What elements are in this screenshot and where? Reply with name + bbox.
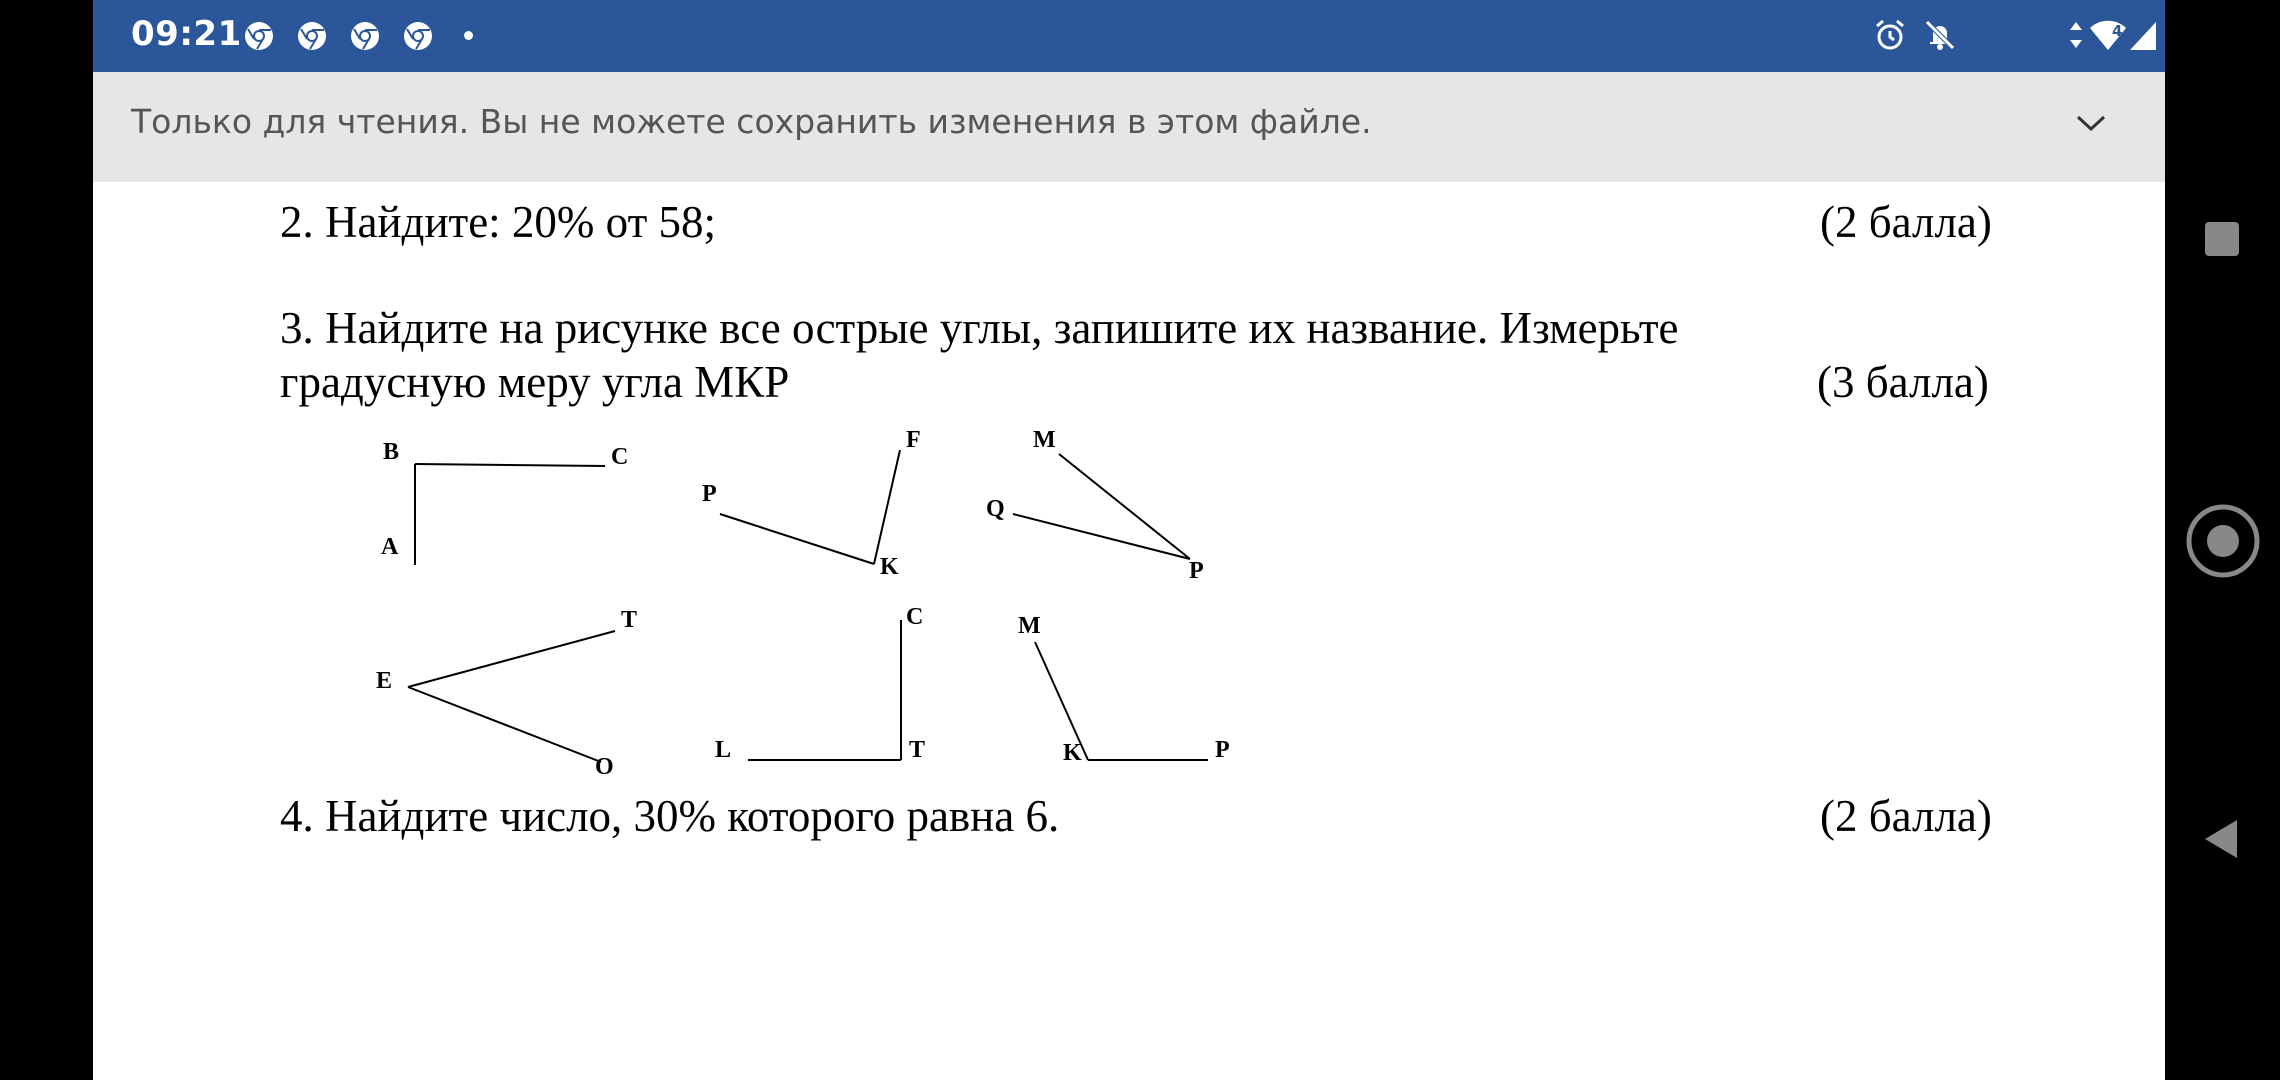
label-k2: K bbox=[1063, 740, 1082, 766]
signal-icon bbox=[2128, 18, 2158, 52]
label-p-vertex: P bbox=[1189, 558, 1204, 584]
recents-button[interactable] bbox=[2203, 220, 2241, 258]
label-c: C bbox=[611, 444, 629, 470]
label-t: T bbox=[621, 607, 638, 633]
status-time: 09:21 bbox=[131, 14, 242, 54]
task-2-points: (2 балла) bbox=[1820, 197, 1992, 247]
task-4-points: (2 балла) bbox=[1820, 791, 1992, 841]
angle-ltc bbox=[715, 604, 925, 763]
task-3-line-2: градусную меру угла МКР bbox=[280, 357, 790, 407]
navigation-bar bbox=[2165, 0, 2280, 1080]
chrome-icon bbox=[349, 20, 381, 52]
angles-figure bbox=[93, 182, 2165, 1080]
label-m: M bbox=[1033, 427, 1056, 453]
notifications-muted-icon bbox=[1923, 18, 1957, 52]
angle-bac bbox=[381, 439, 628, 565]
label-p: P bbox=[702, 481, 717, 507]
label-k: K bbox=[880, 554, 899, 580]
label-m2: M bbox=[1018, 613, 1041, 639]
data-arrows-icon bbox=[2068, 20, 2084, 50]
status-bar bbox=[93, 0, 2165, 72]
label-t2: T bbox=[909, 737, 926, 763]
label-l: L bbox=[715, 737, 732, 763]
label-b: B bbox=[383, 439, 400, 465]
angle-teo bbox=[376, 607, 637, 780]
chrome-icon bbox=[296, 20, 328, 52]
chrome-icon bbox=[402, 20, 434, 52]
label-e: E bbox=[376, 668, 393, 694]
home-button[interactable] bbox=[2185, 503, 2261, 579]
task-3-line-1: 3. Найдите на рисунке все острые углы, запишите их название. Измерьте bbox=[280, 303, 1679, 353]
label-p2: P bbox=[1215, 737, 1230, 763]
read-only-message: Только для чтения. Вы не можете сохранить изменения в этом файле. bbox=[131, 102, 1372, 141]
app-screen bbox=[93, 0, 2165, 1080]
label-o: O bbox=[595, 754, 614, 780]
label-q: Q bbox=[986, 496, 1005, 522]
chevron-down-icon[interactable] bbox=[2075, 112, 2107, 134]
back-button[interactable] bbox=[2203, 818, 2239, 860]
task-3-points: (3 балла) bbox=[1817, 357, 1989, 407]
wifi-badge: 4 bbox=[2112, 22, 2123, 40]
read-only-banner[interactable] bbox=[93, 72, 2165, 183]
more-dot-icon bbox=[464, 31, 473, 40]
document-page bbox=[93, 182, 2165, 1080]
alarm-icon bbox=[1873, 18, 1907, 52]
label-f: F bbox=[906, 427, 921, 453]
task-4-text: 4. Найдите число, 30% которого равна 6. bbox=[280, 791, 1060, 841]
task-2-text: 2. Найдите: 20% от 58; bbox=[280, 197, 716, 247]
angle-pkf bbox=[702, 427, 921, 580]
angle-mpq bbox=[986, 427, 1204, 584]
angle-mkp bbox=[1018, 613, 1230, 766]
label-a: A bbox=[381, 534, 399, 560]
chrome-icon bbox=[243, 20, 275, 52]
label-c2: C bbox=[906, 604, 924, 630]
